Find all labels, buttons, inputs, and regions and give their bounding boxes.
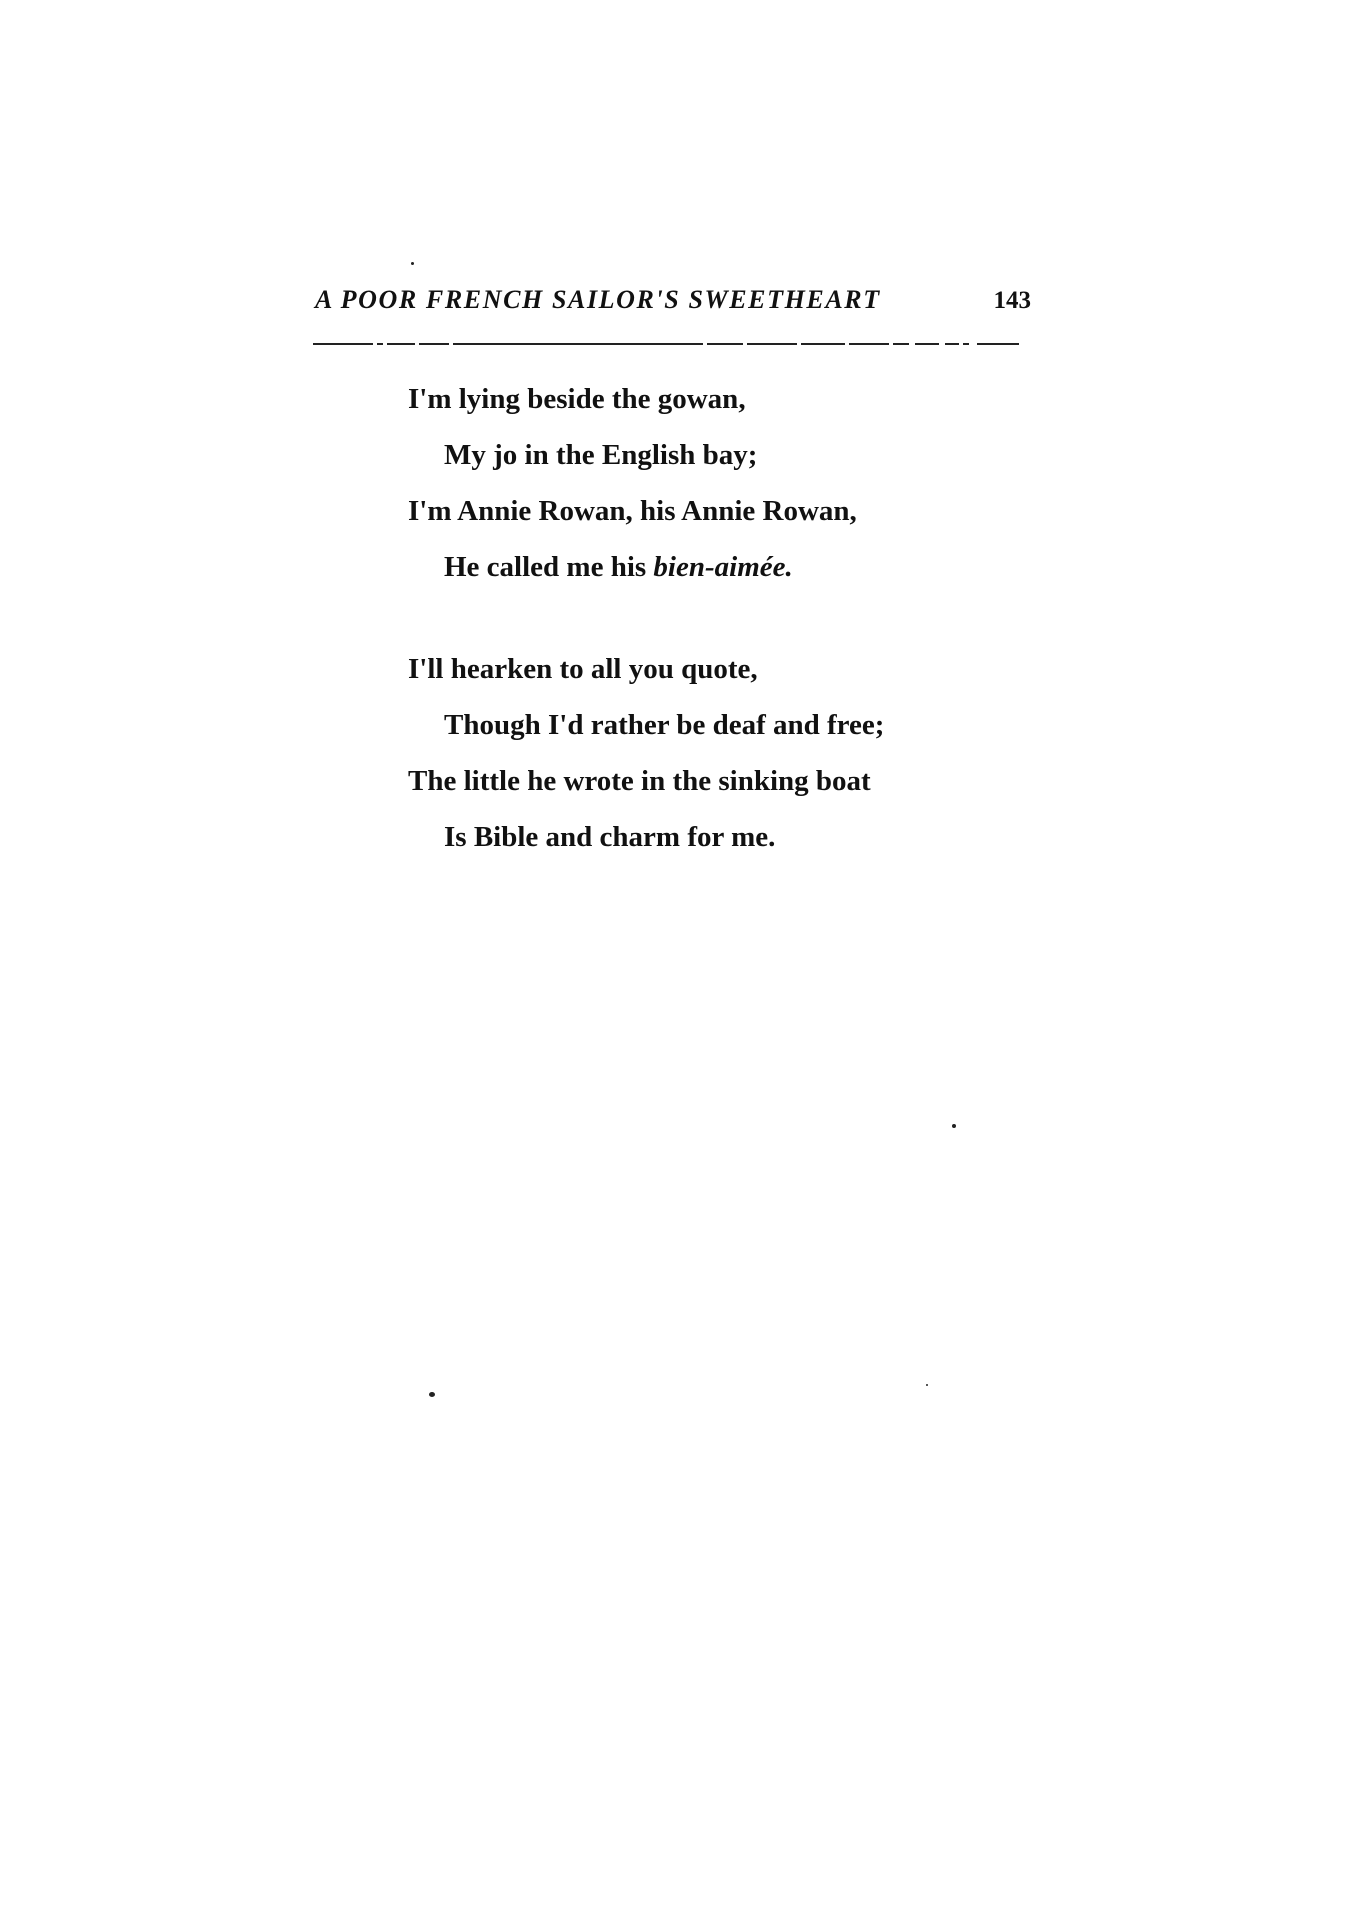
- print-speck: [926, 1384, 928, 1386]
- running-header: [315, 285, 1035, 325]
- verse-text: He called me his: [444, 551, 654, 583]
- running-title: A POOR FRENCH SAILOR'S SWEETHEART: [315, 285, 881, 314]
- header-rule: [313, 343, 1033, 346]
- stanza-break: [408, 604, 1028, 650]
- verse-line: I'm Annie Rowan, his Annie Rowan,: [408, 495, 857, 527]
- print-speck: [429, 1392, 435, 1397]
- verse-line: [408, 548, 1028, 604]
- verse-line: My jo in the English bay;: [444, 439, 758, 471]
- print-speck: [952, 1124, 956, 1128]
- stanza-2: [408, 650, 1028, 874]
- verse-line: Is Bible and charm for me.: [444, 821, 776, 853]
- stanza-1: [408, 380, 1028, 604]
- print-speck: [411, 262, 414, 265]
- poem: [408, 380, 1028, 874]
- verse-line: I'm lying beside the gowan,: [408, 383, 746, 415]
- page-number: 143: [993, 287, 1031, 314]
- verse-line: Though I'd rather be deaf and free;: [444, 709, 885, 741]
- verse-line: The little he wrote in the sinking boat: [408, 765, 871, 797]
- verse-line: I'll hearken to all you quote,: [408, 653, 758, 685]
- italic-phrase: bien-aimée.: [653, 551, 793, 583]
